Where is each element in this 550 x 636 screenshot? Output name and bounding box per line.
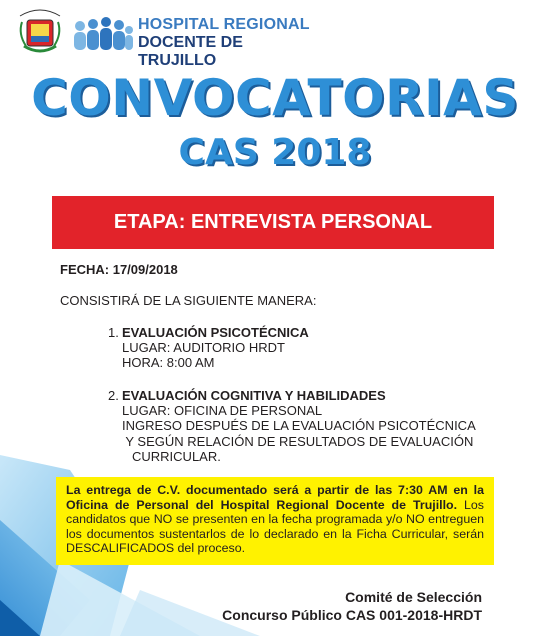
item-line: CURRICULAR. <box>132 448 221 464</box>
notice-box <box>56 477 494 565</box>
item-line: LUGAR: OFICINA DE PERSONAL <box>122 403 323 419</box>
stage-label: ETAPA: ENTREVISTA PERSONAL <box>113 211 433 233</box>
header <box>10 6 310 69</box>
hospital-subtitle: DOCENTE DE TRUJILLO <box>138 34 243 69</box>
item-number: 2. <box>108 388 119 403</box>
year-title: CAS 2018 <box>178 132 372 173</box>
intro-line: CONSISTIRÁ DE LA SIGUIENTE MANERA: <box>60 293 317 308</box>
signature-block <box>222 588 482 624</box>
notice-body-text: Los candidatos que NO se presenten en la fecha programada y/o NO entreguen los documentos sustentarlos de lo declarado en la Ficha Curricular, serán DESCALIFICADOS del proceso. <box>66 497 484 556</box>
contest-code: Concurso Público CAS 001-2018-HRDT <box>222 607 482 623</box>
date-line: FECHA: 17/09/2018 <box>60 262 178 277</box>
regional-seal-icon <box>14 6 66 58</box>
list-item <box>108 388 476 464</box>
item-line: HORA: 8:00 AM <box>122 355 215 371</box>
list-item <box>108 325 309 371</box>
item-heading: EVALUACIÓN COGNITIVA Y HABILIDADES <box>122 388 386 403</box>
item-number: 1. <box>108 325 119 340</box>
main-title: CONVOCATORIAS <box>31 69 519 127</box>
committee-name: Comité de Selección <box>345 589 482 605</box>
item-line: INGRESO DESPUÉS DE LA EVALUACIÓN PSICOTÉCNICA <box>122 418 476 434</box>
notice-bold-text: La entrega de C.V. documentado será a partir de las 7:30 AM en la Oficina de Personal del Hospital Regional Docente de Trujillo. <box>66 483 484 512</box>
stage-banner <box>52 196 494 249</box>
item-line: LUGAR: AUDITORIO HRDT <box>122 340 286 356</box>
hospital-name: HOSPITAL REGIONAL <box>138 16 310 33</box>
item-heading: EVALUACIÓN PSICOTÉCNICA <box>122 325 309 340</box>
family-figures-logo-icon <box>72 16 134 52</box>
item-line: Y SEGÚN RELACIÓN DE RESULTADOS DE EVALUACIÓN <box>122 433 474 449</box>
